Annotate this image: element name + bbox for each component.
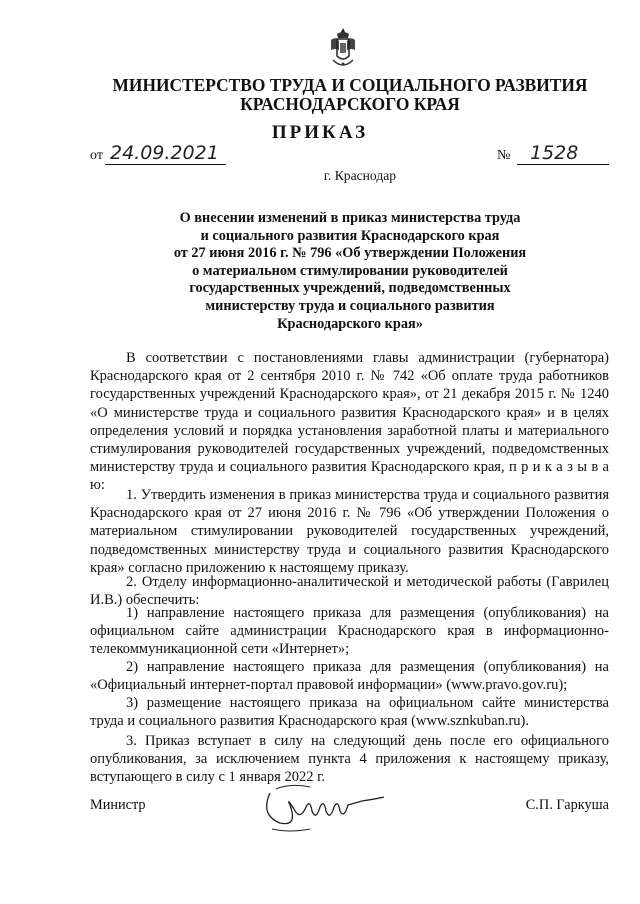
title-line-1: О внесении изменений в приказ министерства труда <box>179 210 521 226</box>
handwritten-signature <box>250 775 390 835</box>
body-subitem-2: 2) направление настоящего приказа для размещения (опубликования) на «Официальный интернет-портал правовой информации» (www.pravo.gov.ru); <box>90 659 609 694</box>
title-line-2: и социального развития Краснодарского края <box>200 227 500 244</box>
document-date: 24.09.2021 <box>110 142 219 164</box>
ministry-name-line-1: МИНИСТЕРСТВО ТРУДА И СОЦИАЛЬНОГО РАЗВИТИЯ <box>112 75 588 95</box>
ministry-name-line-2: КРАСНОДАРСКОГО КРАЯ <box>240 94 460 114</box>
body-paragraph-item-1: 1. Утвердить изменения в приказ министерства труда и социального развития Краснодарского края от 27 июня 2016 г. № 796 «Об утверждении Положения о материальном стимулировании руководителей государственных учреждений, подведомственных министерству труда и социального развития Краснодарского края» согласно приложению к настоящему приказу. <box>90 487 609 576</box>
coat-of-arms-emblem <box>327 26 359 70</box>
number-label: № <box>497 148 511 163</box>
number-underline <box>517 164 609 165</box>
date-underline <box>105 164 226 165</box>
title-line-5: государственных учреждений, подведомственных <box>189 280 511 297</box>
city-name: г. Краснодар <box>323 168 397 183</box>
document-number: 1528 <box>530 142 579 164</box>
body-subitem-3: 3) размещение настоящего приказа на официальном сайте министерства труда и социального развития Краснодарского края (www.sznkuban.ru). <box>90 695 609 730</box>
body-subitem-1: 1) направление настоящего приказа для размещения (опубликования) на официальном сайте администрации Краснодарского края в информационно-телекоммуникационной сети «Интернет»; <box>90 605 609 658</box>
body-paragraph-item-3: 3. Приказ вступает в силу на следующий день после его официального опубликования, за исключением пункта 4 приложения к настоящему приказу, вступающего в силу с 1 января 2022 г. <box>90 733 609 786</box>
signer-position: Министр <box>90 797 146 813</box>
title-line-7: Краснодарского края» <box>277 315 423 332</box>
body-paragraph-item-2: 2. Отделу информационно-аналитической и методической работы (Гаврилец И.В.) обеспечить: <box>90 574 609 609</box>
document-type-heading: ПРИКАЗ <box>271 122 369 143</box>
ministry-name <box>90 76 610 114</box>
title-line-4: о материальном стимулировании руководителей <box>192 262 508 279</box>
date-label: от <box>90 148 103 163</box>
title-line-6: министерству труда и социального развития <box>205 297 495 314</box>
body-paragraph-preamble: В соответствии с постановлениями главы администрации (губернатора) Краснодарского края от 2 сентября 2010 г. № 742 «Об оплате труда работников государственных учреждений Краснодарского края», от 21 декабря 2015 г. № 1240 «О министерстве труда и социального развития Краснодарского края» и в целях определения условий и порядка установления заработной платы и материального стимулирования руководителей государственных учреждений, подведомственных министерству труда и социального развития Краснодарского края, п р и к а з ы в а ю: <box>90 350 609 494</box>
document-title <box>150 210 550 333</box>
signer-name: С.П. Гаркуша <box>525 797 609 813</box>
title-line-3: от 27 июня 2016 г. № 796 «Об утверждении Положения <box>173 245 527 262</box>
